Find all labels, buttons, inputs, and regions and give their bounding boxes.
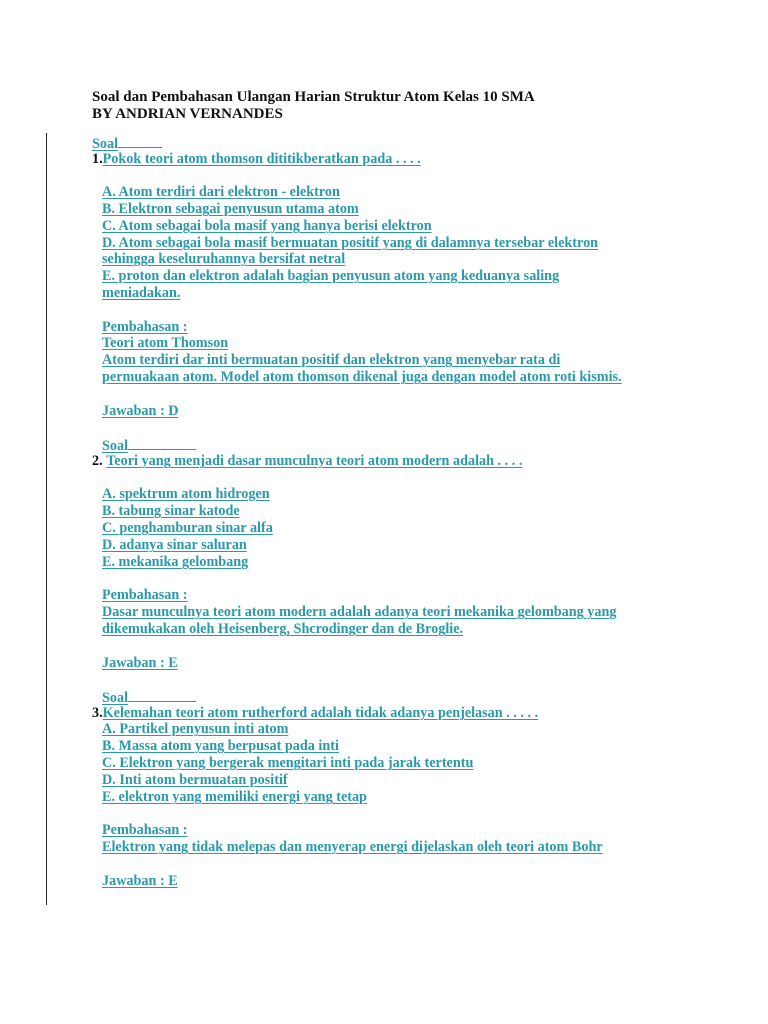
option[interactable]: D. Inti atom bermuatan positif bbox=[102, 772, 288, 788]
option[interactable]: C. penghamburan sinar alfa bbox=[102, 520, 273, 536]
margin-line bbox=[46, 133, 47, 905]
option[interactable]: B. Massa atom yang berpusat pada inti bbox=[102, 738, 339, 754]
option[interactable]: meniadakan. bbox=[102, 285, 181, 301]
pembahasan-label[interactable]: Pembahasan : bbox=[102, 587, 188, 603]
pembahasan-text[interactable]: dikemukakan oleh Heisenberg, Shcrodinger dan de Broglie. bbox=[102, 621, 464, 637]
question-2[interactable] bbox=[92, 453, 522, 470]
question-number: 2. bbox=[92, 453, 103, 469]
soal-label-1[interactable]: Soal bbox=[92, 134, 162, 153]
question-text[interactable]: Kelemahan teori atom rutherford adalah tidak adanya penjelasan . . . . . bbox=[102, 705, 539, 721]
option[interactable]: E. mekanika gelombang bbox=[102, 554, 249, 570]
question-number: 1. bbox=[92, 151, 103, 167]
pembahasan-text[interactable]: Atom terdiri dar inti bermuatan positif dan elektron yang menyebar rata di bbox=[102, 352, 561, 368]
option[interactable]: C. Atom sebagai bola masif yang hanya berisi elektron bbox=[102, 218, 432, 234]
pembahasan-text[interactable]: Teori atom Thomson bbox=[102, 335, 229, 351]
pembahasan-text[interactable]: Elektron yang tidak melepas dan menyerap energi dijelaskan oleh teori atom Bohr bbox=[102, 839, 603, 855]
soal-label-3[interactable]: Soal bbox=[102, 688, 196, 707]
option[interactable]: E. proton dan elektron adalah bagian penyusun atom yang keduanya saling bbox=[102, 268, 560, 284]
document-header bbox=[92, 89, 535, 123]
option[interactable]: E. elektron yang memiliki energi yang tetap bbox=[102, 789, 367, 805]
option[interactable]: B. tabung sinar katode bbox=[102, 503, 240, 519]
question-text[interactable]: Teori yang menjadi dasar munculnya teori atom modern adalah . . . . bbox=[106, 453, 523, 469]
option[interactable]: sehingga keseluruhannya bersifat netral bbox=[102, 251, 346, 267]
option[interactable]: D. Atom sebagai bola masif bermuatan positif yang di dalamnya tersebar elektron bbox=[102, 235, 599, 251]
question-1[interactable] bbox=[92, 151, 421, 168]
pembahasan-label[interactable]: Pembahasan : bbox=[102, 822, 188, 838]
option[interactable]: C. Elektron yang bergerak mengitari inti pada jarak tertentu bbox=[102, 755, 474, 771]
soal-label-2[interactable]: Soal bbox=[102, 436, 196, 455]
document-author: BY ANDRIAN VERNANDES bbox=[92, 106, 283, 122]
pembahasan-label[interactable]: Pembahasan : bbox=[102, 319, 188, 335]
jawaban[interactable]: Jawaban : E bbox=[102, 655, 178, 671]
question-3[interactable] bbox=[92, 705, 538, 722]
option[interactable]: B. Elektron sebagai penyusun utama atom bbox=[102, 201, 359, 217]
option[interactable]: A. spektrum atom hidrogen bbox=[102, 486, 270, 502]
option[interactable]: A. Partikel penyusun inti atom bbox=[102, 721, 289, 737]
jawaban[interactable]: Jawaban : E bbox=[102, 873, 178, 889]
question-text[interactable]: Pokok teori atom thomson dititikberatkan pada . . . . bbox=[102, 151, 421, 167]
option[interactable]: A. Atom terdiri dari elektron - elektron bbox=[102, 184, 340, 200]
question-number: 3. bbox=[92, 705, 103, 721]
pembahasan-text[interactable]: permuakaan atom. Model atom thomson dikenal juga dengan model atom roti kismis. bbox=[102, 369, 622, 385]
option[interactable]: D. adanya sinar saluran bbox=[102, 537, 247, 553]
jawaban[interactable]: Jawaban : D bbox=[102, 403, 179, 419]
document-title: Soal dan Pembahasan Ulangan Harian Struktur Atom Kelas 10 SMA bbox=[92, 89, 535, 105]
pembahasan-text[interactable]: Dasar munculnya teori atom modern adalah adanya teori mekanika gelombang yang bbox=[102, 604, 617, 620]
